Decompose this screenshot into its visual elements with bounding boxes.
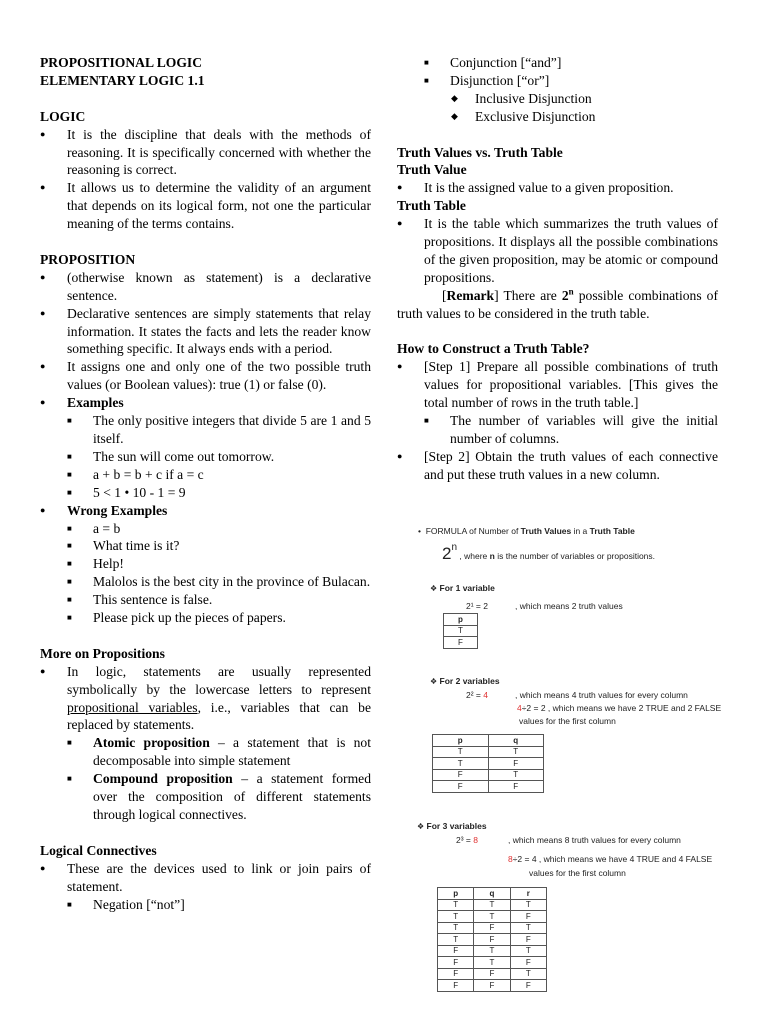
- step-1-bullet: ● [Step 1] Prepare all possible combinations of truth values for propositional variables. [This gives the total number of rows in the truth table.]: [397, 358, 718, 412]
- how-to-heading: How to Construct a Truth Table?: [397, 341, 590, 357]
- table-cell: F: [488, 781, 544, 793]
- table-row: [444, 625, 478, 637]
- table-cell: F: [510, 980, 546, 992]
- remark-label: Remark: [446, 287, 495, 303]
- compound-text: – a statement formed over the composition of different statements through logical connectives.: [93, 771, 371, 823]
- table-cell: T: [510, 968, 546, 980]
- table-header-cell: p: [438, 888, 474, 900]
- table-cell: T: [444, 625, 478, 637]
- example-item: ■ a + b = b + c if a = c: [40, 466, 371, 484]
- two-variables-division-cont: values for the first column: [519, 716, 616, 726]
- truth-table-bullet: ● It is the table which summarizes the truth values of propositions. It displays all the possible combinations of the given proposition, may be atomic or compound propositions.: [397, 215, 718, 287]
- wrong-example-item: ■ Please pick up the pieces of papers.: [40, 609, 371, 627]
- table-cell: F: [433, 781, 489, 793]
- three-variables-equation: 2³ = 8: [456, 835, 478, 845]
- right-column: [397, 54, 718, 484]
- three-variables-truth-table: [437, 887, 547, 992]
- more-text-a: In logic, statements are usually represented symbolically by the lowercase letters to represent: [67, 663, 371, 697]
- wrong-example-item: ■ a = b: [40, 520, 371, 538]
- examples-label: ● Examples: [40, 394, 371, 412]
- truth-value-subheading: Truth Value: [397, 162, 467, 178]
- table-cell: F: [510, 957, 546, 969]
- table-cell: F: [438, 968, 474, 980]
- conjunction-item: ■ Conjunction [“and”]: [397, 54, 718, 72]
- bullet-dot-icon: •: [418, 526, 421, 536]
- one-variable-equation: 2¹ = 2: [466, 601, 488, 611]
- two-variables-note: , which means 4 truth values for every column: [515, 690, 688, 700]
- formula-bold2: Truth Table: [589, 526, 635, 536]
- table-cell: T: [510, 945, 546, 957]
- exclusive-disjunction-item: ◆ Exclusive Disjunction: [397, 108, 718, 126]
- formula-exponent: n: [451, 542, 458, 553]
- remark-exponent: n: [568, 286, 574, 297]
- table-cell: F: [444, 637, 478, 649]
- formula-bold: Truth Values: [520, 526, 572, 536]
- logic-heading: LOGIC: [40, 108, 86, 124]
- two-variables-division: 4÷2 = 2 , which means we have 2 TRUE and 2 FALSE: [517, 703, 722, 713]
- remark-text-c: possible combinations of truth values to be considered in the truth table.: [397, 287, 719, 321]
- table-row: [444, 637, 478, 649]
- wrong-example-item: ■ This sentence is false.: [40, 591, 371, 609]
- example-item: ■ The only positive integers that divide 5 are 1 and 5 itself.: [40, 412, 371, 448]
- formula-figure: [412, 520, 730, 1020]
- truth-value-bullet: ● It is the assigned value to a given proposition.: [397, 179, 718, 197]
- table-cell: F: [438, 945, 474, 957]
- diamond-bullet-icon: ❖: [417, 822, 425, 831]
- table-header-cell: q: [474, 888, 510, 900]
- remark-paragraph: [397, 287, 718, 323]
- example-item: ■ 5 < 1 • 10 - 1 = 9: [40, 484, 371, 502]
- formula-base: 2: [442, 544, 452, 563]
- more-propositions-bullet: [40, 663, 371, 735]
- formula-pre: FORMULA of Number of: [425, 526, 521, 536]
- propositional-variables-term: propositional variables: [67, 699, 198, 715]
- table-cell: T: [488, 769, 544, 781]
- table-header-cell: p: [433, 735, 489, 747]
- logical-connectives-heading: Logical Connectives: [40, 842, 157, 858]
- table-cell: F: [474, 922, 510, 934]
- table-row: [433, 746, 544, 758]
- table-row: [438, 911, 547, 923]
- table-cell: F: [510, 934, 546, 946]
- step-2-bullet: ● [Step 2] Obtain the truth values of each connective and put these truth values in a new column.: [397, 448, 718, 484]
- proposition-bullet: ● It assigns one and only one of the two possible truth values (or Boolean values): true (1) or false (0).: [40, 358, 371, 394]
- wrong-examples-label: ● Wrong Examples: [40, 502, 371, 520]
- left-column: [40, 54, 371, 913]
- step-1-sub-bullet: ■ The number of variables will give the initial number of columns.: [397, 412, 718, 448]
- table-cell: T: [488, 746, 544, 758]
- table-row: [438, 980, 547, 992]
- table-header-cell: q: [488, 735, 544, 747]
- table-cell: F: [510, 911, 546, 923]
- where-post: is the number of variables or propositions.: [494, 551, 656, 561]
- table-header-cell: p: [444, 614, 478, 626]
- logic-bullet: ● It allows us to determine the validity of an argument that depends on its logical form, not one the particular meaning of the terms contains.: [40, 179, 371, 233]
- table-cell: F: [433, 769, 489, 781]
- proposition-bullet: ● (otherwise known as statement) is a declarative sentence.: [40, 269, 371, 305]
- table-cell: T: [438, 934, 474, 946]
- table-row: [433, 781, 544, 793]
- atomic-proposition-item: [40, 734, 371, 770]
- three-variables-division: 8÷2 = 4 , which means we have 4 TRUE and 4 FALSE: [508, 854, 713, 864]
- one-variable-note: , which means 2 truth values: [515, 601, 623, 611]
- truth-values-heading: Truth Values vs. Truth Table: [397, 144, 563, 160]
- wrong-example-item: ■ Malolos is the best city in the province of Bulacan.: [40, 573, 371, 591]
- three-variables-division-cont: values for the first column: [529, 868, 626, 878]
- connectives-bullet: ● These are the devices used to link or join pairs of statement.: [40, 860, 371, 896]
- table-row: [438, 922, 547, 934]
- remark-open: [: [442, 287, 447, 303]
- table-cell: T: [438, 899, 474, 911]
- truth-table-subheading: Truth Table: [397, 198, 466, 214]
- table-row: [438, 899, 547, 911]
- formula-mid: in a: [571, 526, 590, 536]
- formula-expression: [442, 542, 655, 564]
- where-n: n: [489, 551, 495, 561]
- compound-label: Compound proposition: [93, 771, 233, 787]
- compound-proposition-item: [40, 770, 371, 824]
- table-cell: T: [433, 758, 489, 770]
- table-row: [433, 758, 544, 770]
- remark-base: 2: [561, 287, 569, 303]
- proposition-heading: PROPOSITION: [40, 251, 136, 267]
- table-cell: F: [474, 980, 510, 992]
- negation-item: ■ Negation [“not”]: [40, 896, 371, 914]
- atomic-text: – a statement that is not decomposable into simple statement: [93, 735, 372, 769]
- one-variable-truth-table: [443, 613, 478, 649]
- table-cell: F: [474, 934, 510, 946]
- table-cell: F: [474, 968, 510, 980]
- proposition-bullet: ● Declarative sentences are simply statements that relay information. It states the facts and lets the reader know something specific. It always ends with a period.: [40, 305, 371, 359]
- table-header-row: [444, 614, 478, 626]
- diamond-bullet-icon: ❖: [430, 677, 438, 686]
- more-propositions-heading: More on Propositions: [40, 645, 165, 661]
- table-row: [438, 957, 547, 969]
- table-cell: F: [438, 980, 474, 992]
- example-item: ■ The sun will come out tomorrow.: [40, 448, 371, 466]
- remark-text-b: ] There are: [494, 287, 562, 303]
- table-cell: T: [510, 899, 546, 911]
- table-cell: T: [433, 746, 489, 758]
- table-header-row: [438, 888, 547, 900]
- wrong-example-item: ■ What time is it?: [40, 537, 371, 555]
- disjunction-item: ■ Disjunction [“or”]: [397, 72, 718, 90]
- doc-title: PROPOSITIONAL LOGIC: [40, 55, 203, 70]
- where-pre: , where: [459, 551, 490, 561]
- three-variables-note: , which means 8 truth values for every column: [508, 835, 681, 845]
- formula-line: [418, 526, 635, 536]
- table-cell: T: [474, 945, 510, 957]
- two-variables-equation: 2² = 4: [466, 690, 488, 700]
- table-cell: T: [510, 922, 546, 934]
- table-row: [438, 934, 547, 946]
- table-cell: F: [488, 758, 544, 770]
- table-cell: T: [438, 911, 474, 923]
- three-variables-label: ❖ For 3 variables: [417, 821, 487, 831]
- atomic-label: Atomic proposition: [93, 735, 210, 751]
- one-variable-label: ❖ For 1 variable: [430, 583, 495, 593]
- wrong-example-item: ■ Help!: [40, 555, 371, 573]
- more-text-b: , i.e., variables that can be replaced by statements.: [67, 699, 371, 733]
- table-row: [438, 945, 547, 957]
- table-header-cell: r: [510, 888, 546, 900]
- table-row: [438, 968, 547, 980]
- table-cell: T: [474, 899, 510, 911]
- inclusive-disjunction-item: ◆ Inclusive Disjunction: [397, 90, 718, 108]
- table-cell: T: [474, 957, 510, 969]
- table-cell: T: [438, 922, 474, 934]
- table-cell: F: [438, 957, 474, 969]
- two-variables-truth-table: [432, 734, 544, 793]
- diamond-bullet-icon: ❖: [430, 584, 438, 593]
- two-variables-label: ❖ For 2 variables: [430, 676, 500, 686]
- table-cell: T: [474, 911, 510, 923]
- table-row: [433, 769, 544, 781]
- doc-subtitle: ELEMENTARY LOGIC 1.1: [40, 72, 205, 88]
- table-header-row: [433, 735, 544, 747]
- logic-bullet: ● It is the discipline that deals with the methods of reasoning. It is specifically concerned with whether the reasoning is correct.: [40, 126, 371, 180]
